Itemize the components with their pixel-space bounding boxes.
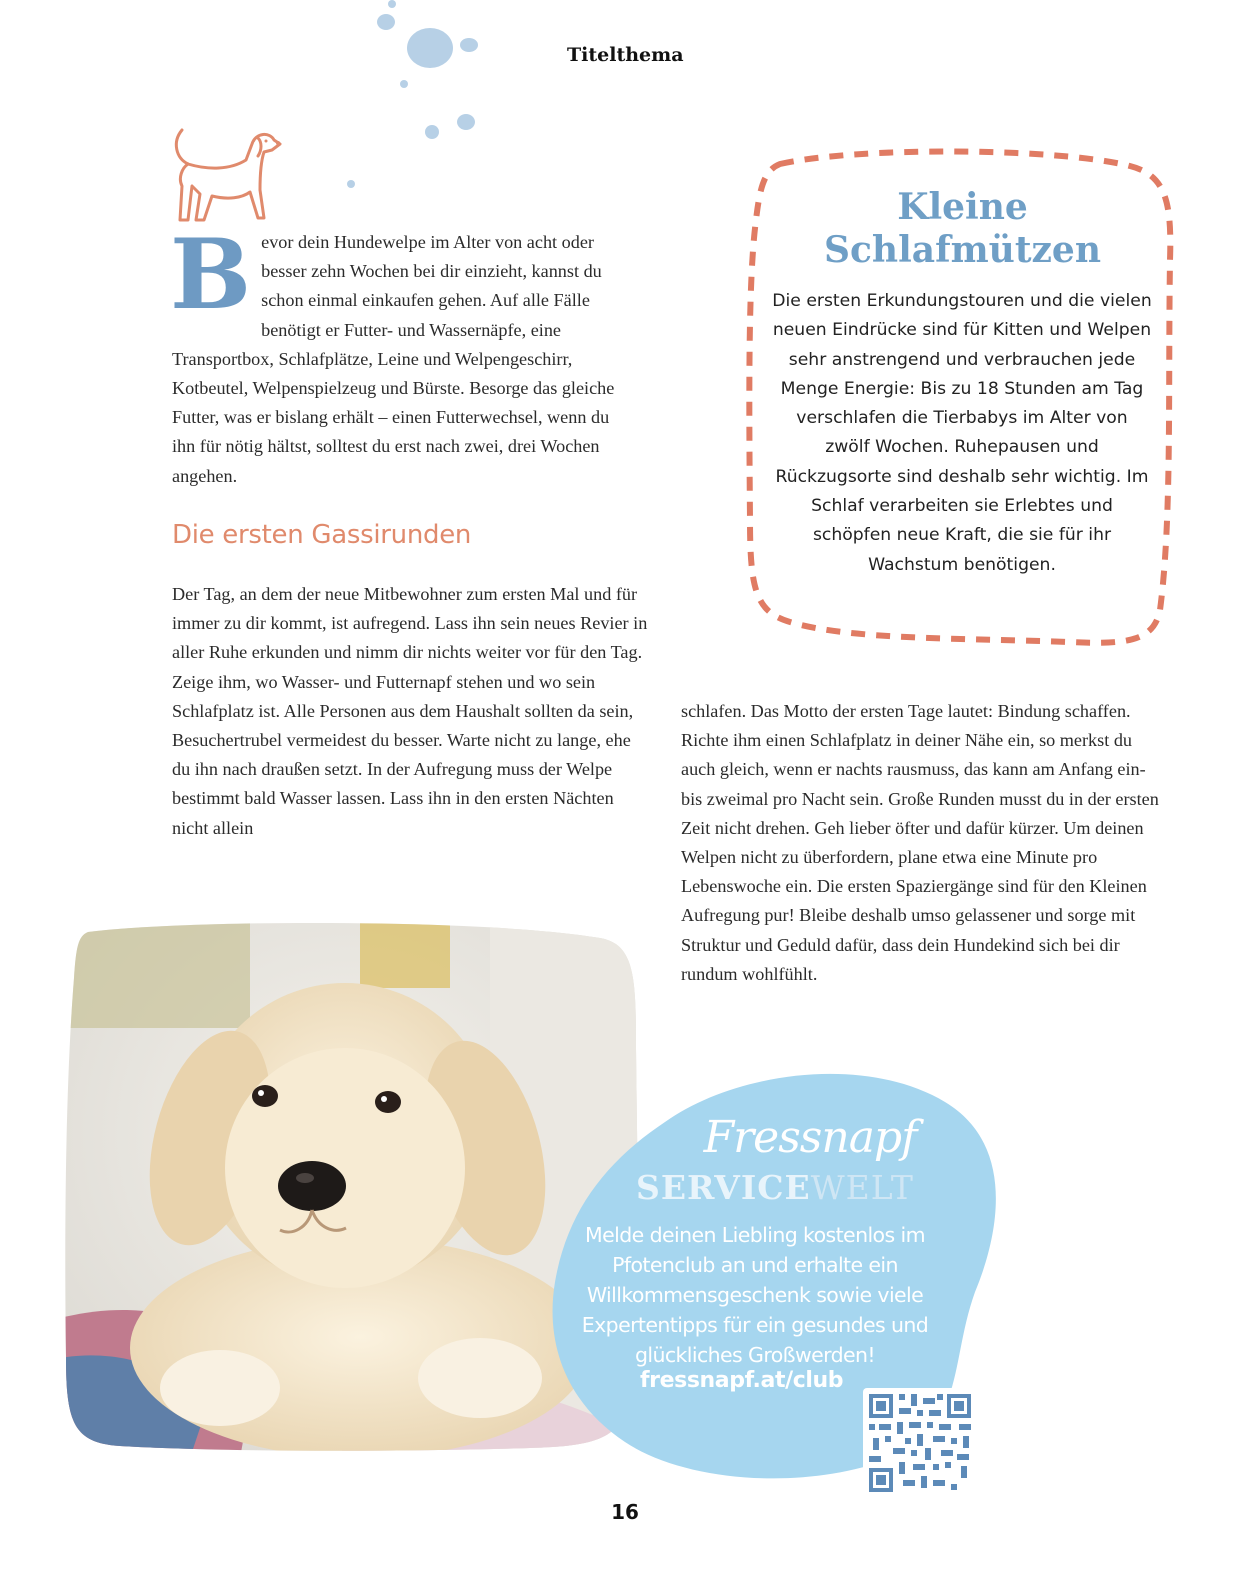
service-line-light: WELT: [810, 1168, 914, 1207]
section-heading: Die ersten Gassirunden: [172, 520, 472, 550]
club-link[interactable]: fressnapf.at/club: [640, 1368, 844, 1393]
infobox-title: Kleine Schlafmützen: [824, 186, 1101, 271]
service-text: Melde deinen Liebling kostenlos im Pfotenclub an und erhalte ein Willkommensgeschenk sowie viele Expertentipps für ein gesundes und glückliches Großwerden!: [581, 1223, 929, 1367]
intro-text: evor dein Hundewelpe im Alter von acht oder besser zehn Wochen bei dir einzieht, kannst du schon einmal einkaufen gehen. Auf alle Fälle benötigt er Futter- und Wassernäpfe, eine Transportbox, Schlafplätze, Leine und Welpengeschirr, Kotbeutel, Welpenspielzeug und Bürste. Besorge das gleiche Futter, was er bislang erhält – einen Futterwechsel, wenn du ihn für nötig hältst, solltest du erst nach zwei, drei Wochen angehen.: [172, 232, 615, 486]
qr-code-icon[interactable]: [863, 1388, 979, 1498]
intro-paragraph: [170, 218, 632, 491]
body-paragraph-left: Der Tag, an dem der neue Mitbewohner zum ersten Mal und für immer zu dir kommt, ist aufregend. Lass ihn sein neues Revier in aller Ruhe erkunden und nimm dir nichts weiter vor für den Tag. Zeige ihm, wo Wasser- und Futternapf stehen und wo sein Schlafplatz ist. Alle Personen aus dem Haushalt sollten da sein, Besuchertrubel vermeidest du besser. Warte nicht zu lange, ehe du ihn nach draußen setzt. In der Aufregung muss der Welpe bestimmt bald Wasser lassen. Lass ihn in den ersten Nächten nicht allein: [172, 584, 648, 838]
drop-cap: B: [170, 218, 252, 331]
page-number: 16: [611, 1500, 639, 1524]
service-line-bold: SERVICE: [636, 1168, 811, 1207]
service-welt-line: [636, 1168, 914, 1207]
service-brand: Fressnapf: [703, 1112, 917, 1163]
infobox-text: Die ersten Erkundungstouren und die vielen neuen Eindrücke sind für Kitten und Welpen sehr anstrengend und verbrauchen jede Menge Energie: Bis zu 18 Stunden am Tag verschlafen die Tierbabys im Alter von zwölf Wochen. Ruhepausen und Rückzugsorte sind deshalb sehr wichtig. Im Schlaf verarbeiten sie Erlebtes und schöpfen neue Kraft, die sie für ihr Wachstum benötigen.: [772, 291, 1152, 575]
section-label: Titelthema: [567, 44, 684, 66]
body-paragraph-right: schlafen. Das Motto der ersten Tage lautet: Bindung schaffen. Richte ihm einen Schlafplatz in deiner Nähe ein, so merkst du auch gleich, wenn er nachts rausmuss, das kann am Anfang ein- bis zweimal pro Nacht sein. Große Runden musst du in der ersten Zeit nicht drehen. Geh lieber öfter und dafür kürzer. Um deinen Welpen nicht zu überfordern, plane etwa eine Minute pro Lebenswoche ein. Die ersten Spaziergänge sind für den Kleinen Aufregung pur! Bleibe deshalb umso gelassener und sorge mit Struktur und Geduld dafür, dass dein Hundekind sich bei dir rundum wohlfühlt.: [681, 701, 1159, 984]
dog-outline-icon: [168, 124, 286, 226]
